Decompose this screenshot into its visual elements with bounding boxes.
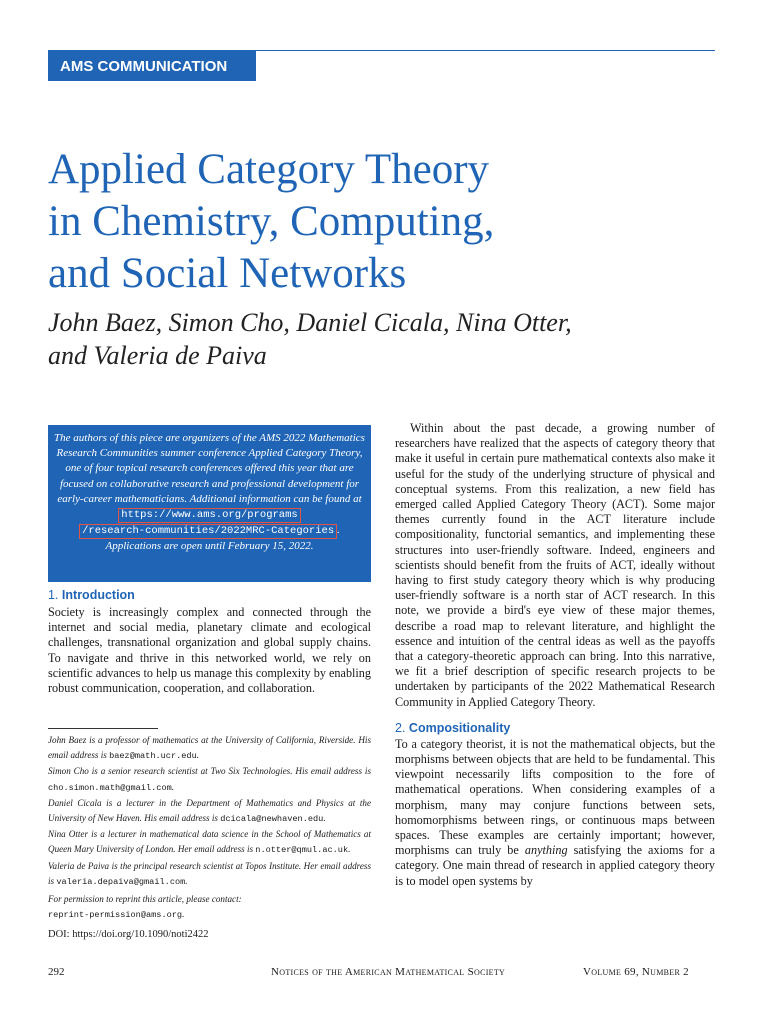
footnote (48, 892, 371, 923)
text-run: To a category theorist, it is not the mathematical objects, but the morphisms between objects that are held to be fundamental. This viewpoint necessarily lifts composition to the fore of mathematical operations. When considering examples of a morphism, many may conjure functions between sets, homomorphisms between rings, or continuous maps between spaces. These examples are certainly important; however, morphisms can truly be (395, 736, 715, 858)
right-column (395, 421, 715, 889)
footnote (48, 764, 371, 795)
footnote-tail: . (196, 750, 200, 761)
title-line: in Chemistry, Computing, (48, 198, 495, 245)
footnote-text: Nina Otter is a lecturer in mathematical data science in the School of Mathematics at Queen Mary University of London. Her email address is (48, 829, 371, 855)
conference-info-box (48, 425, 371, 582)
footnote (48, 859, 371, 890)
footnote-text: For permission to reprint this article, please contact: (48, 894, 242, 905)
footnote-tail: . (171, 781, 175, 792)
email-link[interactable]: baez@math.ucr.edu (109, 751, 197, 762)
email-link[interactable]: valeria.depaiva@gmail.com (56, 876, 186, 887)
footnote-tail: . (185, 875, 188, 886)
footnote-rule (48, 728, 158, 729)
paragraph: Society is increasingly complex and connected through the internet and social media, planetary climate and ecological challenges, transnational organization and global supply chains. To navigate and thrive in this networked world, we rely on scientific advances to help us manage this complexity by enabling robust communication, cooperation, and collaboration. (48, 605, 371, 696)
box-text: The authors of this piece are organizers of the AMS 2022 Mathematics Research Communities summer conference Applied Category Theory, one of four topical research conferences offered this year that are focused on collaborative research and professional development for early-career mathematicians. Additional information can be found at (54, 432, 365, 505)
email-link[interactable]: n.otter@qmul.ac.uk (255, 845, 349, 856)
footnote-text: Valeria de Paiva is the principal research scientist at Topos Institute. Her email address is (48, 860, 371, 886)
url-link[interactable]: https://www.ams.org/programs (118, 508, 300, 523)
section-heading (48, 588, 371, 602)
footnote-tail: . (323, 813, 326, 824)
footnote (48, 827, 371, 858)
author-line: and Valeria de Paiva (48, 341, 267, 370)
emphasis: anything (524, 843, 568, 858)
text-run: satisfying the axioms for a category. One main thread of research in applied category theory is to model open systems by (395, 843, 716, 888)
author-list (48, 306, 728, 372)
heading-text: Introduction (61, 588, 135, 602)
title-line: and Social Networks (48, 250, 407, 297)
section-heading (395, 721, 715, 735)
email-link[interactable]: dcicala@newhaven.edu (220, 814, 324, 825)
paragraph: Within about the past decade, a growing number of researchers have realized that the aspects of category theory that make it useful in certain pure mathematical contexts also make it useful for the study of the underlying structure of physical and conceptual systems. From this realization, a new field has emerged called Applied Category Theory (ACT). Some major themes currently found in the ACT literature include compositionality, functorial semantics, and implementing these structures into user-friendly software. Indeed, engineers and scientists should benefit from the fruits of ACT, ideally without having to first study category theory which is why producing user-friendly software is a north star of ACT research. In this note, we provide a bird's eye view of these major themes, describe a road map to relevant literature, and highlight the essence and intuition of the central ideas as well as the payoffs that a category-theoretic approach can bring. Into this narrative, we fit a brief description of specific research projects to be undertaken by participants of the 2022 Mathematical Research Community in Applied Category Theory. (395, 421, 715, 709)
article-title (48, 144, 728, 300)
footnote-text: John Baez is a professor of mathematics at the University of California, Riverside. His email address is (48, 735, 371, 761)
volume-number: Volume 69, Number 2 (583, 966, 689, 978)
footnote-tail: . (348, 844, 351, 855)
box-text-end: . Applications are open until February 15, 2022. (105, 524, 340, 553)
email-link[interactable]: cho.simon.math@gmail.com (48, 782, 172, 793)
url-link[interactable]: /research-communities/2022MRC-Categories (79, 524, 337, 539)
footnotes (48, 733, 371, 923)
page-number: 292 (48, 966, 65, 978)
footnote-tail: . (182, 909, 185, 920)
heading-number: 2. (395, 720, 406, 735)
paragraph (395, 737, 715, 889)
journal-name: Notices of the American Mathematical Society (271, 966, 506, 978)
title-line: Applied Category Theory (48, 146, 490, 193)
author-line: John Baez, Simon Cho, Daniel Cicala, Nina Otter, (48, 308, 572, 337)
intro-section (48, 588, 371, 696)
footnote-text: Simon Cho is a senior research scientist at Two Six Technologies. His email address is (48, 766, 371, 777)
heading-text: Compositionality (408, 720, 511, 735)
footnote (48, 796, 371, 827)
heading-number: 1. (48, 588, 59, 602)
footnote (48, 733, 371, 764)
footnote-text: Daniel Cicala is a lecturer in the Department of Mathematics and Physics at the University of New Haven. His email address is (48, 797, 371, 824)
doi: DOI: https://doi.org/10.1090/noti2422 (48, 929, 209, 940)
email-link[interactable]: reprint-permission@ams.org (48, 910, 183, 921)
section-banner: AMS COMMUNICATION (48, 51, 256, 81)
